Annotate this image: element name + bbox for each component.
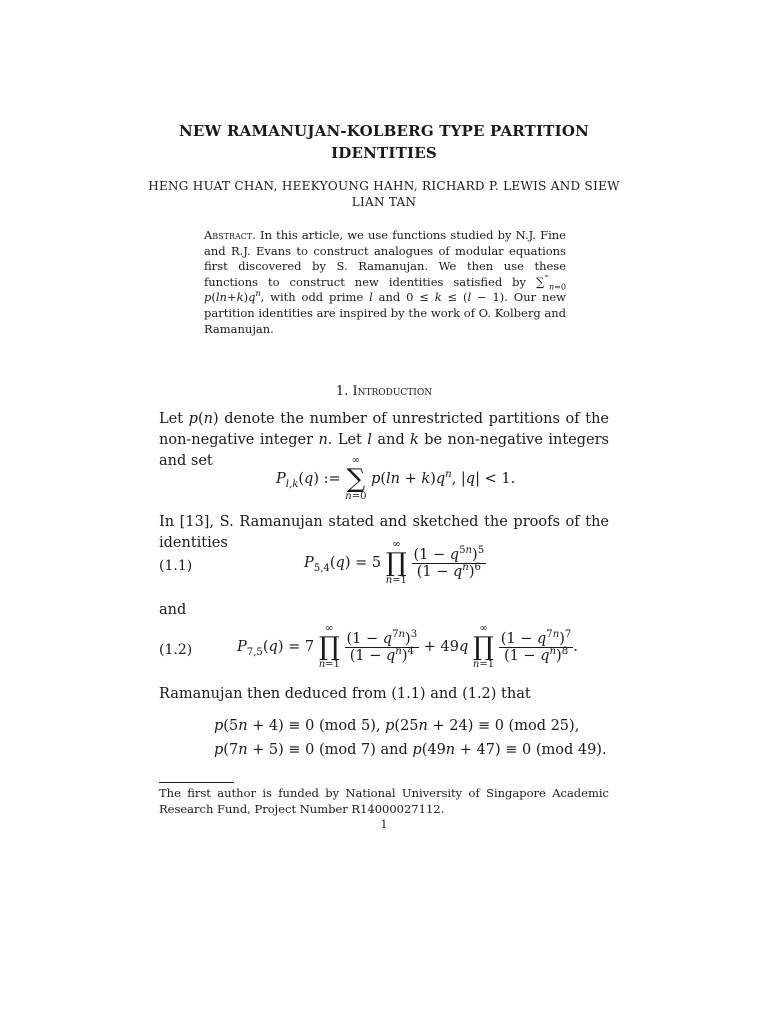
abstract-text-3: Our new partition identities are inspired by the work of O. Kolberg and Ramanujan. <box>204 290 567 336</box>
equation-1-2: $P_{7,5}(q) = 7$ ∞ ∏ n=1 $\frac{(1 - q^{7n})^3}{(1 - q^n)^4}$ + 49q ∞ ∏ n=1 $\frac{(1 - q^{7n})^7}{(1 - q^n)^8}$ . <box>237 623 578 670</box>
paragraph-1: Let p(n) denote the number of unrestricted partitions of the non-negative integer n. Let l and k be non-negative integers and set <box>159 411 609 469</box>
para1-text-c: . Let <box>327 432 368 448</box>
equation-number-1-2: (1.2) <box>159 642 193 658</box>
abstract <box>204 228 566 337</box>
abstract-text-2: , with odd prime <box>260 290 370 305</box>
footnote-rule <box>159 782 234 783</box>
abstract-label: Abstract. <box>204 228 256 242</box>
section-number: 1. <box>335 384 349 399</box>
para1-text-d: and <box>371 432 411 448</box>
sum-symbol: ∞ ∑ n=0 <box>345 455 367 502</box>
section-title: Introduction <box>352 384 433 399</box>
product-symbol: ∞ ∏ n=1 <box>318 623 340 670</box>
abstract-range-formula: l and 0 ≤ k ≤ (l − 1). <box>369 290 508 305</box>
paragraph-2: In [13], S. Ramanujan stated and sketched the proofs of the identities <box>159 514 609 551</box>
author-list <box>0 178 768 210</box>
congruence-line-2: p(7n + 5) ≡ 0 (mod 7) and p(49n + 47) ≡ 0 (mod 49). <box>214 742 607 758</box>
congruence-line-1: p(5n + 4) ≡ 0 (mod 5), p(25n + 24) ≡ 0 (mod 25), <box>214 718 580 734</box>
product-symbol: ∞ ∏ n=1 <box>385 539 407 586</box>
footnote: The first author is funded by National University of Singapore Academic Research Fund, Project Number R14000027112. <box>159 786 609 816</box>
section-heading <box>0 384 768 399</box>
title-line-2: IDENTITIES <box>331 144 437 162</box>
paragraph-3: Ramanujan then deduced from (1.1) and (1.2) that <box>159 686 531 702</box>
congruence-block <box>214 714 607 762</box>
and-text: and <box>159 602 187 618</box>
product-symbol: ∞ ∏ n=1 <box>472 623 495 670</box>
para1-text-e: be non-negative integers and set <box>159 432 609 469</box>
equation-number-1-1: (1.1) <box>159 558 193 574</box>
paper-title <box>0 120 768 164</box>
para1-text-b: denote the number of unrestricted partitions of the non-negative integer <box>159 411 609 448</box>
abstract-sum-formula: $\sum^{^\infty}_{n=0}$ $p(\ln+k)q^n$ <box>204 273 566 305</box>
abstract-text-1: In this article, we use functions studied by N.J. Fine and R.J. Evans to construct analogues of modular equations first discovered by S. Ramanujan. We then use these functions to construct new identities satisfied by <box>204 228 566 289</box>
page-number: 1 <box>380 818 388 831</box>
definition-equation: $P_{l,k}(q)$ := ∞ ∑ n=0 $p(\ln + k)q^n$, |q| < 1. <box>276 455 516 502</box>
equation-1-1: $P_{5,4}(q) = 5$ ∞ ∏ n=1 $\frac{(1 - q^{5n})^5}{(1 - q^n)^6}$ <box>304 539 485 586</box>
math-pn: p <box>188 411 198 427</box>
title-line-1: NEW RAMANUJAN-KOLBERG TYPE PARTITION <box>178 122 590 140</box>
para1-text-a: Let <box>159 411 189 427</box>
authors-line-1: HENG HUAT CHAN, HEEKYOUNG HAHN, RICHARD P. LEWIS AND SIEW <box>148 179 620 193</box>
authors-line-2: LIAN TAN <box>351 195 417 209</box>
